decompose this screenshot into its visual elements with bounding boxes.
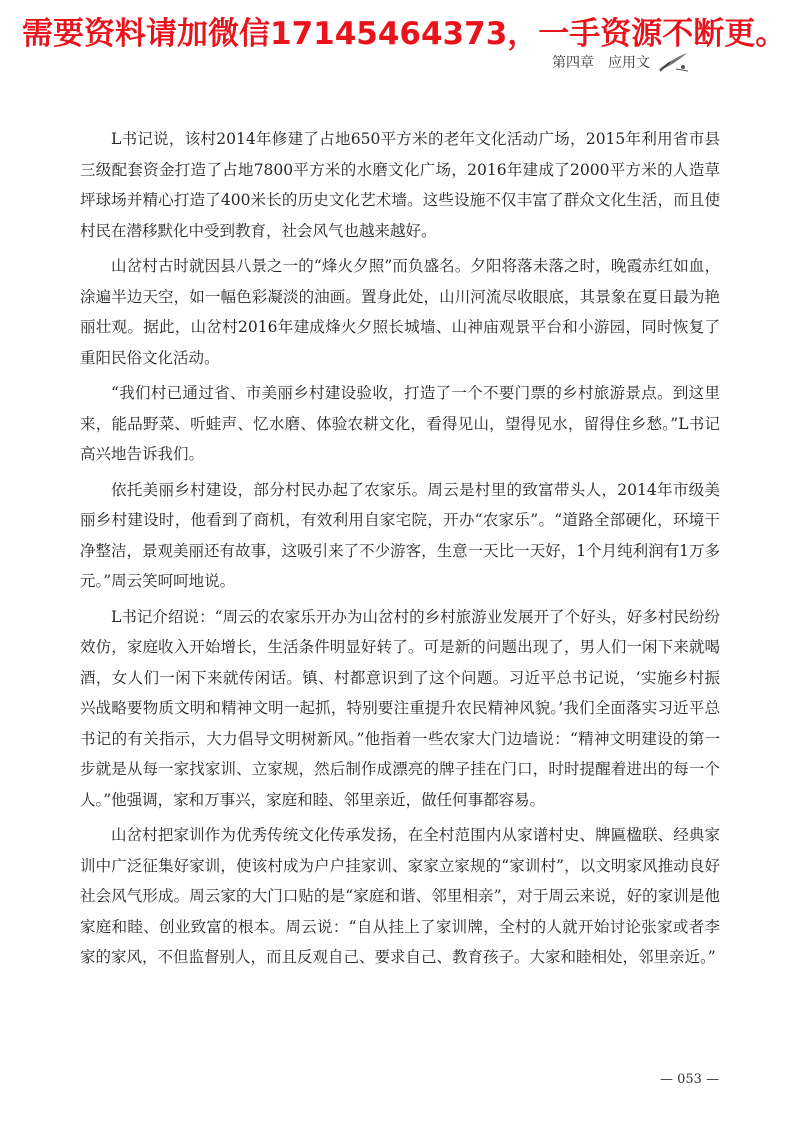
paragraph: 山岔村古时就因县八景之一的“烽火夕照”而负盛名。夕阳将落未落之时，晚霞赤红如血，涂遍半边天空，如一幅色彩凝淡的油画。置身此处，山川河流尽收眼底，其景象在夏日最为艳丽壮观。据此，山岔村2016年建成烽火夕照长城墙、山神庙观景平台和小游园，同时恢复了重阳民俗文化活动。 (80, 257, 720, 367)
article-body (80, 124, 720, 978)
paragraph: 依托美丽乡村建设，部分村民办起了农家乐。周云是村里的致富带头人，2014年市级美丽乡村建设时，他看到了商机，有效利用自家宅院，开办“农家乐”。“道路全部硬化，环境干净整洁，景观美丽还有故事，这吸引来了不少游客，生意一天比一天好，1个月纯利润有1万多元。”周云笑呵呵地说。 (80, 480, 720, 590)
paragraph: L书记说，该村2014年修建了占地650平方米的老年文化活动广场，2015年利用省市县三级配套资金打造了占地7800平方米的水磨文化广场，2016年建成了2000平方米的人造草坪球场并精心打造了400米长的历史文化艺术墙。这些设施不仅丰富了群众文化生活，而且使村民在潜移默化中受到教育，社会风气也越来越好。 (80, 130, 720, 240)
page-number: — 053 — (660, 1072, 720, 1087)
paragraph: “我们村已通过省、市美丽乡村建设验收，打造了一个不要门票的乡村旅游景点。到这里来，能品野菜、听蛙声、忆水磨、体验农耕文化，看得见山，望得见水，留得住乡愁。”L书记高兴地告诉我们。 (80, 384, 720, 463)
paragraph: L书记介绍说：“周云的农家乐开办为山岔村的乡村旅游业发展开了个好头，好多村民纷纷效仿，家庭收入开始增长，生活条件明显好转了。可是新的问题出现了，男人们一闲下来就喝酒，女人们一闲下来就传闲话。镇、村都意识到了这个问题。习近平总书记说，‘实施乡村振兴战略要物质文明和精神文明一起抓，特别要注重提升农民精神风貌。’我们全面落实习近平总书记的有关指示，大力倡导文明树新风。”他指着一些农家大门边墙说：“精神文明建设的第一步就是从每一家找家训、立家规，然后制作成漂亮的牌子挂在门口，时时提醒着进出的每一个人。”他强调，家和万事兴，家庭和睦、邻里亲近，做任何事都容易。 (80, 607, 720, 809)
running-head (552, 50, 690, 74)
chapter-title: 第四章 应用文 (552, 55, 650, 71)
quill-pen-icon (656, 50, 690, 74)
watermark-banner: 需要资料请加微信17145464373，一手资源不断更。 (22, 16, 787, 52)
paragraph: 山岔村把家训作为优秀传统文化传承发扬，在全村范围内从家谱村史、牌匾楹联、经典家训中广泛征集好家训，使该村成为户户挂家训、家家立家规的“家训村”，以文明家风推动良好社会风气形成。周云家的大门口贴的是“家庭和谐、邻里相亲”，对于周云来说，好的家训是他家庭和睦、创业致富的根本。周云说：“自从挂上了家训牌，全村的人就开始讨论张家或者李家的家风，不但监督别人，而且反观自己、要求自己、教育孩子。大家和睦相处，邻里亲近。” (80, 826, 720, 966)
